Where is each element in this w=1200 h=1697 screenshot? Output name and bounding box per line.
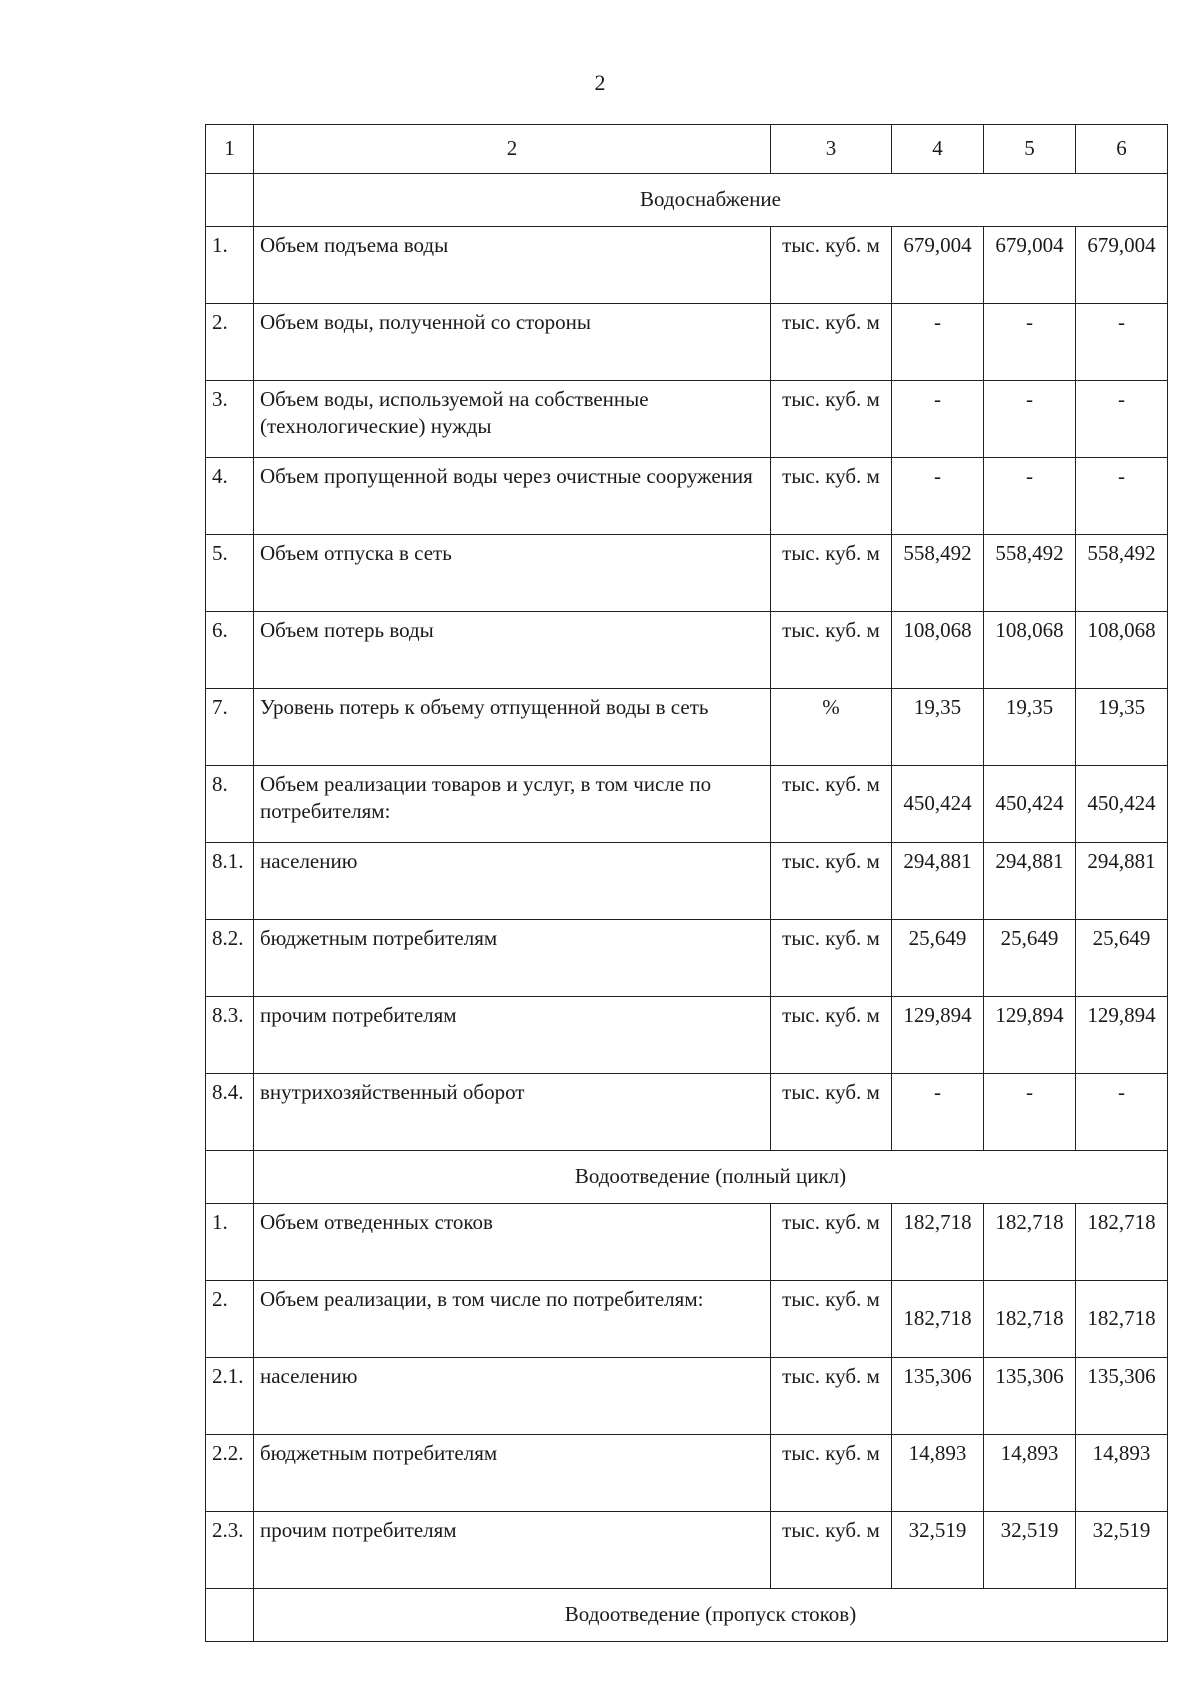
row-unit: тыс. куб. м bbox=[771, 843, 892, 920]
table-row bbox=[206, 766, 1168, 843]
row-value-col6: 679,004 bbox=[1076, 227, 1168, 304]
row-value-col4: 558,492 bbox=[892, 535, 984, 612]
row-number: 8.2. bbox=[206, 920, 254, 997]
row-indicator-name: Объем потерь воды bbox=[254, 612, 771, 689]
row-unit: тыс. куб. м bbox=[771, 1435, 892, 1512]
row-unit: тыс. куб. м bbox=[771, 1074, 892, 1151]
row-value-col5: 182,718 bbox=[984, 1281, 1076, 1358]
row-value-col4: 450,424 bbox=[892, 766, 984, 843]
row-unit: тыс. куб. м bbox=[771, 1358, 892, 1435]
table-row bbox=[206, 1074, 1168, 1151]
row-value-col5: 108,068 bbox=[984, 612, 1076, 689]
row-indicator-name: бюджетным потребителям bbox=[254, 1435, 771, 1512]
header-cell-4: 4 bbox=[892, 125, 984, 174]
row-number: 2.3. bbox=[206, 1512, 254, 1589]
row-value-col5: - bbox=[984, 458, 1076, 535]
row-value-col4: - bbox=[892, 1074, 984, 1151]
header-cell-3: 3 bbox=[771, 125, 892, 174]
row-value-col6: 558,492 bbox=[1076, 535, 1168, 612]
row-indicator-name: бюджетным потребителям bbox=[254, 920, 771, 997]
section-row bbox=[206, 1151, 1168, 1204]
row-number: 3. bbox=[206, 381, 254, 458]
row-unit: тыс. куб. м bbox=[771, 458, 892, 535]
header-cell-5: 5 bbox=[984, 125, 1076, 174]
header-cell-2: 2 bbox=[254, 125, 771, 174]
row-value-col6: 135,306 bbox=[1076, 1358, 1168, 1435]
row-unit: тыс. куб. м bbox=[771, 920, 892, 997]
row-value-col5: 558,492 bbox=[984, 535, 1076, 612]
section-row bbox=[206, 1589, 1168, 1642]
section-empty-cell bbox=[206, 174, 254, 227]
row-unit: тыс. куб. м bbox=[771, 1204, 892, 1281]
row-indicator-name: Объем отведенных стоков bbox=[254, 1204, 771, 1281]
row-indicator-name: Объем реализации товаров и услуг, в том числе по потребителям: bbox=[254, 766, 771, 843]
row-value-col4: 182,718 bbox=[892, 1204, 984, 1281]
row-unit: тыс. куб. м bbox=[771, 535, 892, 612]
row-indicator-name: внутрихозяйственный оборот bbox=[254, 1074, 771, 1151]
header-cell-6: 6 bbox=[1076, 125, 1168, 174]
row-value-col4: - bbox=[892, 304, 984, 381]
row-value-col6: 450,424 bbox=[1076, 766, 1168, 843]
row-indicator-name: Объем реализации, в том числе по потребителям: bbox=[254, 1281, 771, 1358]
row-value-col5: 182,718 bbox=[984, 1204, 1076, 1281]
table-row bbox=[206, 1435, 1168, 1512]
row-indicator-name: Уровень потерь к объему отпущенной воды в сеть bbox=[254, 689, 771, 766]
row-number: 2.2. bbox=[206, 1435, 254, 1512]
table-header-row bbox=[206, 125, 1168, 174]
row-indicator-name: Объем отпуска в сеть bbox=[254, 535, 771, 612]
row-indicator-name: Объем пропущенной воды через очистные сооружения bbox=[254, 458, 771, 535]
table-row bbox=[206, 304, 1168, 381]
row-value-col4: 25,649 bbox=[892, 920, 984, 997]
row-indicator-name: населению bbox=[254, 843, 771, 920]
table-row bbox=[206, 1512, 1168, 1589]
row-unit: тыс. куб. м bbox=[771, 381, 892, 458]
row-value-col6: 294,881 bbox=[1076, 843, 1168, 920]
row-value-col4: 129,894 bbox=[892, 997, 984, 1074]
section-title: Водоснабжение bbox=[254, 174, 1168, 227]
row-number: 1. bbox=[206, 227, 254, 304]
row-unit: тыс. куб. м bbox=[771, 304, 892, 381]
table-row bbox=[206, 381, 1168, 458]
row-unit: тыс. куб. м bbox=[771, 612, 892, 689]
table-row bbox=[206, 227, 1168, 304]
row-number: 2. bbox=[206, 1281, 254, 1358]
row-number: 1. bbox=[206, 1204, 254, 1281]
row-value-col6: 25,649 bbox=[1076, 920, 1168, 997]
row-number: 8.1. bbox=[206, 843, 254, 920]
row-number: 8.3. bbox=[206, 997, 254, 1074]
section-empty-cell bbox=[206, 1589, 254, 1642]
row-value-col4: 14,893 bbox=[892, 1435, 984, 1512]
row-indicator-name: Объем воды, полученной со стороны bbox=[254, 304, 771, 381]
table-row bbox=[206, 1281, 1168, 1358]
row-value-col5: 19,35 bbox=[984, 689, 1076, 766]
section-row bbox=[206, 174, 1168, 227]
row-value-col5: - bbox=[984, 304, 1076, 381]
row-value-col5: - bbox=[984, 381, 1076, 458]
row-indicator-name: населению bbox=[254, 1358, 771, 1435]
row-indicator-name: Объем воды, используемой на собственные (технологические) нужды bbox=[254, 381, 771, 458]
row-value-col4: 679,004 bbox=[892, 227, 984, 304]
row-value-col4: 19,35 bbox=[892, 689, 984, 766]
table-row bbox=[206, 1204, 1168, 1281]
row-value-col4: 32,519 bbox=[892, 1512, 984, 1589]
row-value-col6: 182,718 bbox=[1076, 1204, 1168, 1281]
row-value-col5: - bbox=[984, 1074, 1076, 1151]
row-unit: тыс. куб. м bbox=[771, 997, 892, 1074]
row-unit: тыс. куб. м bbox=[771, 227, 892, 304]
table-row bbox=[206, 689, 1168, 766]
row-value-col6: - bbox=[1076, 304, 1168, 381]
row-value-col4: - bbox=[892, 381, 984, 458]
table-row bbox=[206, 458, 1168, 535]
row-number: 2. bbox=[206, 304, 254, 381]
section-title: Водоотведение (полный цикл) bbox=[254, 1151, 1168, 1204]
row-value-col4: 108,068 bbox=[892, 612, 984, 689]
row-number: 6. bbox=[206, 612, 254, 689]
row-value-col4: 135,306 bbox=[892, 1358, 984, 1435]
row-value-col5: 14,893 bbox=[984, 1435, 1076, 1512]
row-number: 7. bbox=[206, 689, 254, 766]
row-value-col6: 14,893 bbox=[1076, 1435, 1168, 1512]
row-unit: тыс. куб. м bbox=[771, 766, 892, 843]
row-value-col4: 182,718 bbox=[892, 1281, 984, 1358]
row-unit: тыс. куб. м bbox=[771, 1281, 892, 1358]
row-unit: тыс. куб. м bbox=[771, 1512, 892, 1589]
row-value-col4: - bbox=[892, 458, 984, 535]
table-row bbox=[206, 997, 1168, 1074]
row-value-col5: 25,649 bbox=[984, 920, 1076, 997]
table-row bbox=[206, 535, 1168, 612]
row-value-col5: 129,894 bbox=[984, 997, 1076, 1074]
row-value-col5: 679,004 bbox=[984, 227, 1076, 304]
row-value-col6: 129,894 bbox=[1076, 997, 1168, 1074]
row-indicator-name: прочим потребителям bbox=[254, 997, 771, 1074]
row-value-col6: - bbox=[1076, 381, 1168, 458]
row-value-col6: 19,35 bbox=[1076, 689, 1168, 766]
table-row bbox=[206, 612, 1168, 689]
section-empty-cell bbox=[206, 1151, 254, 1204]
row-value-col5: 32,519 bbox=[984, 1512, 1076, 1589]
row-value-col6: 182,718 bbox=[1076, 1281, 1168, 1358]
section-title: Водоотведение (пропуск стоков) bbox=[254, 1589, 1168, 1642]
row-value-col4: 294,881 bbox=[892, 843, 984, 920]
table-row bbox=[206, 920, 1168, 997]
tariff-volume-table bbox=[205, 124, 1168, 1642]
row-value-col5: 450,424 bbox=[984, 766, 1076, 843]
row-value-col6: - bbox=[1076, 1074, 1168, 1151]
row-indicator-name: Объем подъема воды bbox=[254, 227, 771, 304]
row-value-col6: - bbox=[1076, 458, 1168, 535]
row-number: 2.1. bbox=[206, 1358, 254, 1435]
row-number: 5. bbox=[206, 535, 254, 612]
row-number: 8.4. bbox=[206, 1074, 254, 1151]
row-value-col6: 32,519 bbox=[1076, 1512, 1168, 1589]
table-row bbox=[206, 843, 1168, 920]
table-row bbox=[206, 1358, 1168, 1435]
row-value-col5: 135,306 bbox=[984, 1358, 1076, 1435]
row-value-col5: 294,881 bbox=[984, 843, 1076, 920]
row-number: 8. bbox=[206, 766, 254, 843]
row-indicator-name: прочим потребителям bbox=[254, 1512, 771, 1589]
page-number: 2 bbox=[594, 70, 606, 95]
header-cell-1: 1 bbox=[206, 125, 254, 174]
row-number: 4. bbox=[206, 458, 254, 535]
row-value-col6: 108,068 bbox=[1076, 612, 1168, 689]
row-unit: % bbox=[771, 689, 892, 766]
